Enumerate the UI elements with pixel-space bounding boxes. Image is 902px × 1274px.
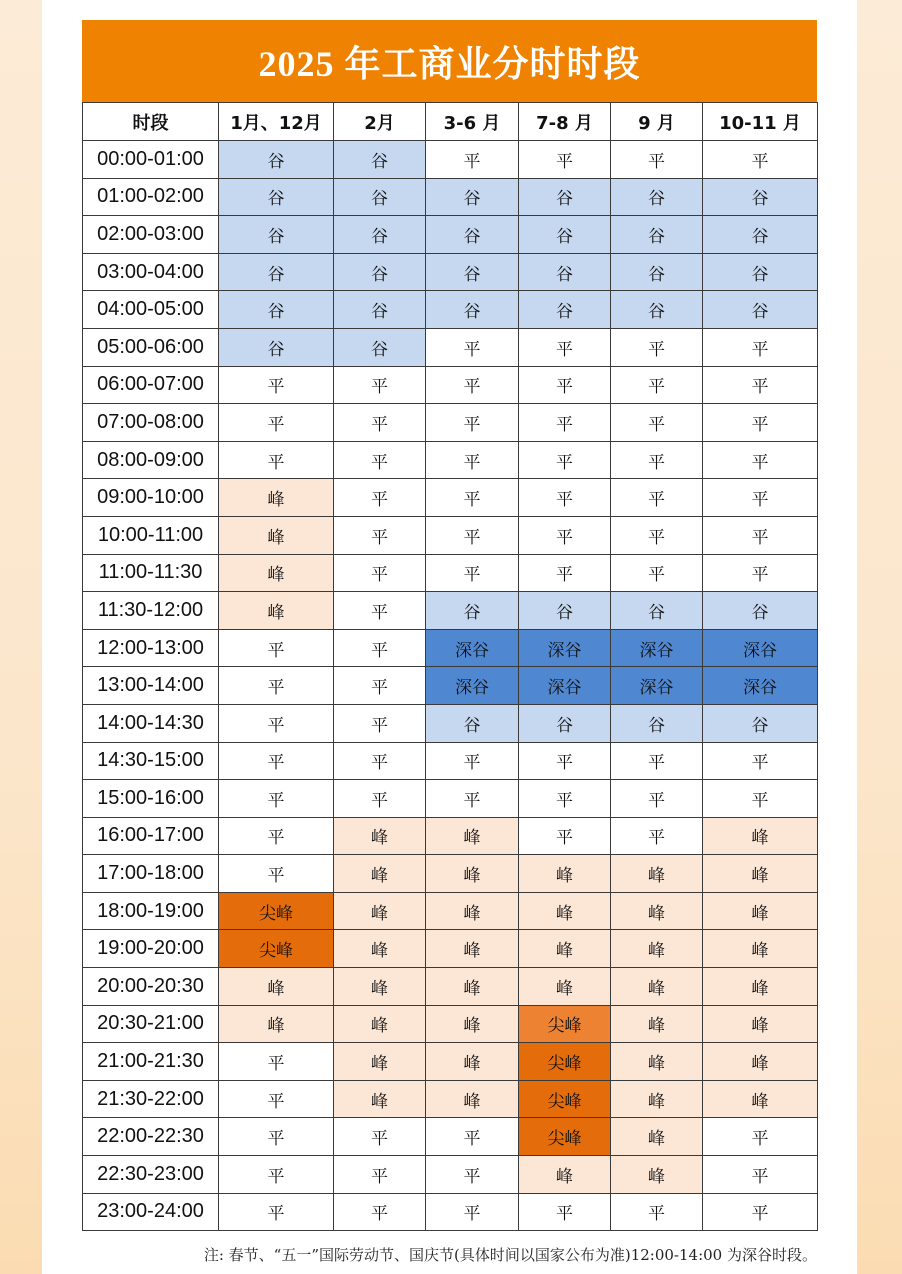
rate-level-cell: 平 bbox=[519, 404, 611, 442]
rate-level-cell: 平 bbox=[426, 1118, 519, 1156]
rate-level-cell: 平 bbox=[426, 479, 519, 517]
rate-level-cell: 峰 bbox=[611, 1156, 703, 1194]
time-period-cell: 18:00-19:00 bbox=[83, 892, 219, 930]
rate-level-cell: 平 bbox=[219, 817, 334, 855]
rate-level-cell: 平 bbox=[611, 554, 703, 592]
time-period-cell: 08:00-09:00 bbox=[83, 441, 219, 479]
rate-level-cell: 平 bbox=[703, 780, 818, 818]
rate-level-cell: 峰 bbox=[611, 1080, 703, 1118]
rate-level-cell: 平 bbox=[334, 742, 426, 780]
rate-level-cell: 平 bbox=[334, 667, 426, 705]
rate-level-cell: 峰 bbox=[703, 930, 818, 968]
rate-level-cell: 谷 bbox=[219, 141, 334, 179]
rate-level-cell: 峰 bbox=[426, 855, 519, 893]
time-period-cell: 14:30-15:00 bbox=[83, 742, 219, 780]
rate-level-cell: 平 bbox=[703, 328, 818, 366]
table-row bbox=[83, 441, 818, 479]
header-row bbox=[83, 103, 818, 141]
rate-level-cell: 平 bbox=[219, 704, 334, 742]
rate-level-cell: 平 bbox=[219, 366, 334, 404]
rate-level-cell: 平 bbox=[334, 704, 426, 742]
rate-level-cell: 深谷 bbox=[426, 667, 519, 705]
table-row bbox=[83, 1118, 818, 1156]
title-text: 2025 年工商业分时时段 bbox=[258, 43, 641, 84]
rate-level-cell: 峰 bbox=[703, 1005, 818, 1043]
rate-level-cell: 谷 bbox=[611, 216, 703, 254]
rate-level-cell: 谷 bbox=[334, 253, 426, 291]
rate-level-cell: 峰 bbox=[703, 1080, 818, 1118]
rate-level-cell: 峰 bbox=[611, 1043, 703, 1081]
rate-level-cell: 谷 bbox=[611, 253, 703, 291]
table-row bbox=[83, 1005, 818, 1043]
rate-level-cell: 平 bbox=[519, 554, 611, 592]
rate-level-cell: 峰 bbox=[219, 592, 334, 630]
rate-level-cell: 峰 bbox=[426, 968, 519, 1006]
column-header-oct-nov: 10-11 月 bbox=[703, 103, 818, 141]
rate-level-cell: 平 bbox=[611, 780, 703, 818]
table-row bbox=[83, 817, 818, 855]
table-row bbox=[83, 930, 818, 968]
rate-level-cell: 平 bbox=[519, 141, 611, 179]
rate-level-cell: 深谷 bbox=[519, 667, 611, 705]
table-row bbox=[83, 141, 818, 179]
rate-level-cell: 平 bbox=[611, 479, 703, 517]
rate-level-cell: 平 bbox=[703, 1118, 818, 1156]
rate-level-cell: 尖峰 bbox=[519, 1080, 611, 1118]
rate-level-cell: 峰 bbox=[334, 1043, 426, 1081]
rate-level-cell: 谷 bbox=[611, 704, 703, 742]
rate-level-cell: 峰 bbox=[426, 892, 519, 930]
rate-level-cell: 峰 bbox=[703, 968, 818, 1006]
rate-level-cell: 谷 bbox=[334, 216, 426, 254]
rate-level-cell: 峰 bbox=[703, 1043, 818, 1081]
rate-level-cell: 平 bbox=[426, 554, 519, 592]
rate-level-cell: 深谷 bbox=[519, 629, 611, 667]
rate-level-cell: 谷 bbox=[519, 592, 611, 630]
rate-level-cell: 峰 bbox=[611, 892, 703, 930]
time-period-cell: 21:30-22:00 bbox=[83, 1080, 219, 1118]
time-period-cell: 14:00-14:30 bbox=[83, 704, 219, 742]
rate-level-cell: 平 bbox=[703, 441, 818, 479]
rate-level-cell: 峰 bbox=[611, 1118, 703, 1156]
rate-level-cell: 尖峰 bbox=[519, 1043, 611, 1081]
rate-level-cell: 平 bbox=[219, 1156, 334, 1194]
time-period-cell: 22:30-23:00 bbox=[83, 1156, 219, 1194]
rate-level-cell: 平 bbox=[519, 366, 611, 404]
rate-level-cell: 平 bbox=[703, 366, 818, 404]
rate-level-cell: 平 bbox=[219, 1193, 334, 1231]
rate-level-cell: 平 bbox=[703, 404, 818, 442]
time-period-cell: 12:00-13:00 bbox=[83, 629, 219, 667]
rate-level-cell: 峰 bbox=[611, 930, 703, 968]
rate-level-cell: 峰 bbox=[519, 855, 611, 893]
rate-level-cell: 峰 bbox=[426, 1080, 519, 1118]
rate-level-cell: 谷 bbox=[519, 216, 611, 254]
rate-level-cell: 峰 bbox=[334, 817, 426, 855]
time-period-cell: 11:30-12:00 bbox=[83, 592, 219, 630]
rate-level-cell: 平 bbox=[519, 1193, 611, 1231]
table-row bbox=[83, 742, 818, 780]
rate-level-cell: 平 bbox=[426, 742, 519, 780]
rate-level-cell: 谷 bbox=[519, 253, 611, 291]
rate-level-cell: 峰 bbox=[219, 479, 334, 517]
rate-level-cell: 深谷 bbox=[611, 629, 703, 667]
rate-level-cell: 尖峰 bbox=[219, 892, 334, 930]
time-period-cell: 21:00-21:30 bbox=[83, 1043, 219, 1081]
rate-level-cell: 平 bbox=[219, 1118, 334, 1156]
rate-level-cell: 平 bbox=[334, 516, 426, 554]
rate-level-cell: 谷 bbox=[334, 328, 426, 366]
rate-level-cell: 峰 bbox=[426, 1005, 519, 1043]
time-period-cell: 07:00-08:00 bbox=[83, 404, 219, 442]
rate-level-cell: 平 bbox=[219, 780, 334, 818]
rate-level-cell: 平 bbox=[611, 742, 703, 780]
rate-level-cell: 深谷 bbox=[426, 629, 519, 667]
rate-level-cell: 平 bbox=[703, 742, 818, 780]
rate-level-cell: 平 bbox=[611, 817, 703, 855]
rate-level-cell: 平 bbox=[611, 366, 703, 404]
rate-level-cell: 谷 bbox=[519, 178, 611, 216]
rate-level-cell: 深谷 bbox=[611, 667, 703, 705]
time-period-cell: 06:00-07:00 bbox=[83, 366, 219, 404]
rate-level-cell: 谷 bbox=[703, 704, 818, 742]
table-row bbox=[83, 892, 818, 930]
rate-level-cell: 峰 bbox=[703, 855, 818, 893]
table-row bbox=[83, 479, 818, 517]
column-header-feb: 2月 bbox=[334, 103, 426, 141]
table-row bbox=[83, 1193, 818, 1231]
rate-level-cell: 平 bbox=[611, 141, 703, 179]
rate-level-cell: 深谷 bbox=[703, 667, 818, 705]
rate-level-cell: 平 bbox=[426, 780, 519, 818]
table-row bbox=[83, 516, 818, 554]
rate-level-cell: 谷 bbox=[519, 291, 611, 329]
rate-level-cell: 谷 bbox=[611, 178, 703, 216]
table-title bbox=[82, 20, 817, 102]
table-row bbox=[83, 328, 818, 366]
rate-level-cell: 平 bbox=[334, 479, 426, 517]
table-row bbox=[83, 216, 818, 254]
rate-level-cell: 谷 bbox=[703, 216, 818, 254]
footnote: 注: 春节、“五一”国际劳动节、国庆节(具体时间以国家公布为准)12:00-14:00 为深谷时段。 bbox=[203, 1246, 817, 1264]
time-period-cell: 10:00-11:00 bbox=[83, 516, 219, 554]
rate-level-cell: 平 bbox=[611, 441, 703, 479]
rate-level-cell: 谷 bbox=[703, 178, 818, 216]
rate-level-cell: 平 bbox=[519, 780, 611, 818]
rate-level-cell: 平 bbox=[703, 554, 818, 592]
rate-level-cell: 谷 bbox=[703, 592, 818, 630]
time-period-cell: 23:00-24:00 bbox=[83, 1193, 219, 1231]
time-period-cell: 09:00-10:00 bbox=[83, 479, 219, 517]
rate-level-cell: 峰 bbox=[519, 892, 611, 930]
table-row bbox=[83, 704, 818, 742]
table-row bbox=[83, 667, 818, 705]
rate-level-cell: 谷 bbox=[334, 178, 426, 216]
rate-level-cell: 峰 bbox=[611, 855, 703, 893]
table-row bbox=[83, 253, 818, 291]
time-period-cell: 03:00-04:00 bbox=[83, 253, 219, 291]
rate-level-cell: 谷 bbox=[426, 592, 519, 630]
rate-level-cell: 平 bbox=[219, 1043, 334, 1081]
table-row bbox=[83, 404, 818, 442]
rate-level-cell: 谷 bbox=[334, 291, 426, 329]
rate-level-cell: 平 bbox=[334, 404, 426, 442]
rate-level-cell: 平 bbox=[334, 1193, 426, 1231]
column-header-jan-dec: 1月、12月 bbox=[219, 103, 334, 141]
rate-level-cell: 谷 bbox=[426, 216, 519, 254]
time-of-use-table bbox=[82, 102, 818, 1231]
table-row bbox=[83, 1080, 818, 1118]
rate-level-cell: 峰 bbox=[334, 892, 426, 930]
table-row bbox=[83, 855, 818, 893]
rate-level-cell: 平 bbox=[219, 404, 334, 442]
rate-level-cell: 平 bbox=[334, 780, 426, 818]
time-period-cell: 20:00-20:30 bbox=[83, 968, 219, 1006]
table-row bbox=[83, 178, 818, 216]
time-period-cell: 01:00-02:00 bbox=[83, 178, 219, 216]
table-row bbox=[83, 629, 818, 667]
table-body bbox=[83, 141, 818, 1231]
time-period-cell: 11:00-11:30 bbox=[83, 554, 219, 592]
rate-level-cell: 平 bbox=[519, 742, 611, 780]
table-row bbox=[83, 1043, 818, 1081]
rate-level-cell: 平 bbox=[703, 1193, 818, 1231]
rate-level-cell: 峰 bbox=[426, 930, 519, 968]
time-period-cell: 00:00-01:00 bbox=[83, 141, 219, 179]
rate-level-cell: 峰 bbox=[219, 516, 334, 554]
rate-level-cell: 谷 bbox=[611, 291, 703, 329]
rate-level-cell: 峰 bbox=[334, 968, 426, 1006]
rate-level-cell: 平 bbox=[519, 516, 611, 554]
rate-level-cell: 平 bbox=[219, 441, 334, 479]
time-period-cell: 15:00-16:00 bbox=[83, 780, 219, 818]
column-header-sep: 9 月 bbox=[611, 103, 703, 141]
rate-level-cell: 峰 bbox=[519, 930, 611, 968]
rate-level-cell: 谷 bbox=[703, 291, 818, 329]
rate-level-cell: 平 bbox=[611, 404, 703, 442]
time-period-cell: 16:00-17:00 bbox=[83, 817, 219, 855]
time-period-cell: 05:00-06:00 bbox=[83, 328, 219, 366]
rate-level-cell: 平 bbox=[703, 479, 818, 517]
rate-level-cell: 平 bbox=[703, 1156, 818, 1194]
rate-level-cell: 平 bbox=[426, 1156, 519, 1194]
table-row bbox=[83, 554, 818, 592]
rate-level-cell: 峰 bbox=[334, 1005, 426, 1043]
rate-level-cell: 平 bbox=[426, 1193, 519, 1231]
rate-level-cell: 峰 bbox=[219, 554, 334, 592]
rate-level-cell: 平 bbox=[703, 516, 818, 554]
rate-level-cell: 平 bbox=[334, 592, 426, 630]
rate-level-cell: 峰 bbox=[703, 817, 818, 855]
rate-level-cell: 峰 bbox=[426, 1043, 519, 1081]
rate-level-cell: 谷 bbox=[334, 141, 426, 179]
table-row bbox=[83, 592, 818, 630]
time-period-cell: 22:00-22:30 bbox=[83, 1118, 219, 1156]
column-header-mar-jun: 3-6 月 bbox=[426, 103, 519, 141]
rate-level-cell: 平 bbox=[426, 516, 519, 554]
rate-level-cell: 平 bbox=[334, 1118, 426, 1156]
table-row bbox=[83, 780, 818, 818]
time-period-cell: 04:00-05:00 bbox=[83, 291, 219, 329]
rate-level-cell: 尖峰 bbox=[519, 1005, 611, 1043]
rate-level-cell: 峰 bbox=[611, 968, 703, 1006]
column-header-jul-aug: 7-8 月 bbox=[519, 103, 611, 141]
rate-level-cell: 谷 bbox=[703, 253, 818, 291]
table-row bbox=[83, 968, 818, 1006]
rate-level-cell: 深谷 bbox=[703, 629, 818, 667]
rate-level-cell: 峰 bbox=[611, 1005, 703, 1043]
rate-level-cell: 峰 bbox=[334, 855, 426, 893]
rate-level-cell: 平 bbox=[611, 516, 703, 554]
rate-level-cell: 谷 bbox=[519, 704, 611, 742]
rate-level-cell: 峰 bbox=[519, 1156, 611, 1194]
rate-level-cell: 谷 bbox=[219, 328, 334, 366]
rate-level-cell: 尖峰 bbox=[219, 930, 334, 968]
rate-level-cell: 谷 bbox=[426, 704, 519, 742]
rate-level-cell: 平 bbox=[703, 141, 818, 179]
rate-level-cell: 峰 bbox=[219, 1005, 334, 1043]
rate-level-cell: 峰 bbox=[426, 817, 519, 855]
rate-level-cell: 谷 bbox=[611, 592, 703, 630]
rate-level-cell: 尖峰 bbox=[519, 1118, 611, 1156]
rate-level-cell: 平 bbox=[426, 366, 519, 404]
rate-level-cell: 平 bbox=[334, 441, 426, 479]
rate-level-cell: 峰 bbox=[219, 968, 334, 1006]
rate-level-cell: 平 bbox=[219, 629, 334, 667]
rate-level-cell: 峰 bbox=[519, 968, 611, 1006]
rate-level-cell: 平 bbox=[219, 742, 334, 780]
rate-level-cell: 平 bbox=[519, 817, 611, 855]
rate-level-cell: 平 bbox=[426, 441, 519, 479]
rate-level-cell: 平 bbox=[334, 1156, 426, 1194]
rate-level-cell: 平 bbox=[426, 404, 519, 442]
rate-level-cell: 平 bbox=[519, 479, 611, 517]
rate-level-cell: 平 bbox=[334, 629, 426, 667]
rate-level-cell: 平 bbox=[611, 1193, 703, 1231]
column-header-period: 时段 bbox=[83, 103, 219, 141]
table-row bbox=[83, 366, 818, 404]
rate-level-cell: 谷 bbox=[426, 291, 519, 329]
rate-level-cell: 谷 bbox=[219, 216, 334, 254]
rate-level-cell: 峰 bbox=[334, 1080, 426, 1118]
rate-level-cell: 谷 bbox=[219, 291, 334, 329]
table-row bbox=[83, 1156, 818, 1194]
rate-level-cell: 峰 bbox=[703, 892, 818, 930]
rate-level-cell: 平 bbox=[519, 441, 611, 479]
rate-level-cell: 谷 bbox=[426, 178, 519, 216]
time-period-cell: 17:00-18:00 bbox=[83, 855, 219, 893]
time-period-cell: 02:00-03:00 bbox=[83, 216, 219, 254]
rate-level-cell: 谷 bbox=[426, 253, 519, 291]
rate-level-cell: 谷 bbox=[219, 178, 334, 216]
time-period-cell: 13:00-14:00 bbox=[83, 667, 219, 705]
rate-level-cell: 平 bbox=[219, 855, 334, 893]
rate-level-cell: 平 bbox=[219, 1080, 334, 1118]
rate-level-cell: 平 bbox=[219, 667, 334, 705]
time-period-cell: 19:00-20:00 bbox=[83, 930, 219, 968]
rate-level-cell: 平 bbox=[519, 328, 611, 366]
rate-level-cell: 平 bbox=[426, 141, 519, 179]
rate-level-cell: 平 bbox=[334, 554, 426, 592]
table-row bbox=[83, 291, 818, 329]
rate-level-cell: 峰 bbox=[334, 930, 426, 968]
rate-level-cell: 谷 bbox=[219, 253, 334, 291]
time-period-cell: 20:30-21:00 bbox=[83, 1005, 219, 1043]
rate-level-cell: 平 bbox=[334, 366, 426, 404]
rate-level-cell: 平 bbox=[611, 328, 703, 366]
rate-level-cell: 平 bbox=[426, 328, 519, 366]
